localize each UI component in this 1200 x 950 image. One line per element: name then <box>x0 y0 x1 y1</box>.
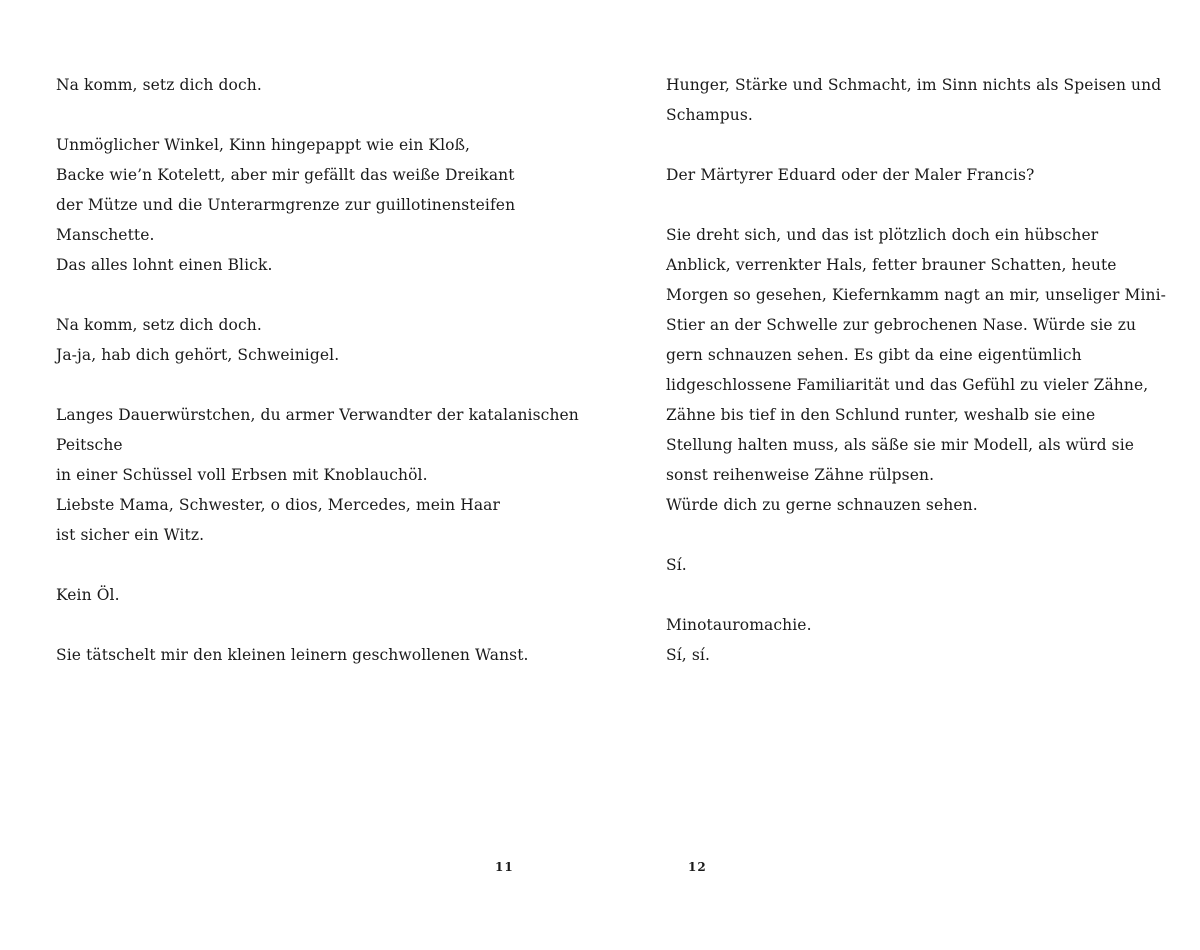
stanza-break <box>666 520 1186 550</box>
text-line: Hunger, Stärke und Schmacht, im Sinn nichts als Speisen und <box>666 76 1162 94</box>
text-line: Würde dich zu gerne schnauzen sehen. <box>666 496 978 514</box>
stanza-break <box>56 370 576 400</box>
text-line: Schampus. <box>666 106 753 124</box>
text-line: sonst reihenweise Zähne rülpsen. <box>666 466 935 484</box>
text-line: Sie dreht sich, und das ist plötzlich doch ein hübscher <box>666 226 1099 244</box>
text-line: Ja-ja, hab dich gehört, Schweinigel. <box>56 346 340 364</box>
stanza-break <box>56 280 576 310</box>
text-line: Zähne bis tief in den Schlund runter, weshalb sie eine <box>666 406 1096 424</box>
text-line: Das alles lohnt einen Blick. <box>56 256 273 274</box>
left-page-text <box>56 70 579 670</box>
text-line: Minotauromachie. <box>666 616 812 634</box>
text-line: Kein Öl. <box>56 586 120 604</box>
text-line: Liebste Mama, Schwester, o dios, Mercedes, mein Haar <box>56 496 501 514</box>
text-line: Sie tätschelt mir den kleinen leinern geschwollenen Wanst. <box>56 646 529 664</box>
text-line: gern schnauzen sehen. Es gibt da eine eigentümlich <box>666 346 1082 364</box>
text-line: Anblick, verrenkter Hals, fetter brauner Schatten, heute <box>666 256 1117 274</box>
stanza-break <box>666 580 1186 610</box>
text-line: in einer Schüssel voll Erbsen mit Knoblauchöl. <box>56 466 428 484</box>
page-number-right: 12 <box>688 860 707 874</box>
page-number-left: 11 <box>495 860 514 874</box>
stanza-break <box>56 610 576 640</box>
text-line: ist sicher ein Witz. <box>56 526 205 544</box>
text-line: Der Märtyrer Eduard oder der Maler Francis? <box>666 166 1035 184</box>
stanza-break <box>56 550 576 580</box>
text-line: Backe wie’n Kotelett, aber mir gefällt das weiße Dreikant <box>56 166 515 184</box>
text-line: Manschette. <box>56 226 155 244</box>
text-line: Na komm, setz dich doch. <box>56 316 262 334</box>
text-line: Unmöglicher Winkel, Kinn hingepappt wie ein Kloß, <box>56 136 471 154</box>
right-page-text <box>666 70 1186 670</box>
text-line: Sí, sí. <box>666 646 710 664</box>
text-line: Stier an der Schwelle zur gebrochenen Nase. Würde sie zu <box>666 316 1137 334</box>
text-line: Sí. <box>666 556 687 574</box>
text-line: Morgen so gesehen, Kiefernkamm nagt an mir, unseliger Mini- <box>666 286 1167 304</box>
stanza-break <box>56 100 576 130</box>
stanza-break <box>666 130 1186 160</box>
text-line: Peitsche <box>56 436 123 454</box>
text-line: Stellung halten muss, als säße sie mir Modell, als würd sie <box>666 436 1135 454</box>
text-line: der Mütze und die Unterarmgrenze zur guillotinensteifen <box>56 196 516 214</box>
text-line: Langes Dauerwürstchen, du armer Verwandter der katalanischen <box>56 406 579 424</box>
text-line: lidgeschlossene Familiarität und das Gefühl zu vieler Zähne, <box>666 376 1149 394</box>
right-page <box>600 0 1200 950</box>
stanza-break <box>666 190 1186 220</box>
text-line: Na komm, setz dich doch. <box>56 76 262 94</box>
